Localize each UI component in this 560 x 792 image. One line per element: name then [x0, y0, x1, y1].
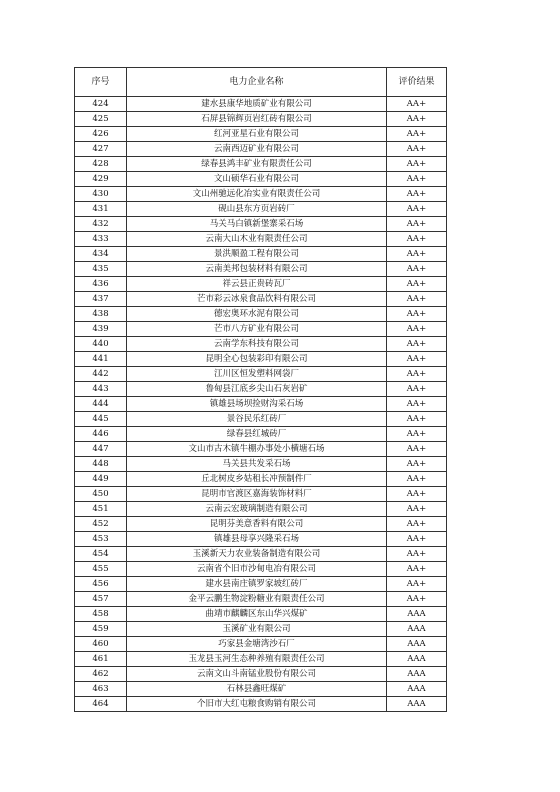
rating-cell: AA+ — [387, 142, 447, 157]
table-row — [75, 652, 447, 667]
rating-cell: AA+ — [387, 412, 447, 427]
rating-cell: AA+ — [387, 502, 447, 517]
company-name-cell: 金平云鹏生物淀粉糖业有限责任公司 — [127, 592, 387, 607]
serial-number-cell: 458 — [75, 607, 127, 622]
rating-cell: AA+ — [387, 97, 447, 112]
serial-number-cell: 462 — [75, 667, 127, 682]
rating-cell: AA+ — [387, 547, 447, 562]
serial-number-cell: 464 — [75, 697, 127, 712]
rating-cell: AA+ — [387, 127, 447, 142]
company-name-cell: 芒市八方矿业有限公司 — [127, 322, 387, 337]
serial-number-cell: 453 — [75, 532, 127, 547]
rating-cell: AA+ — [387, 367, 447, 382]
table-row — [75, 397, 447, 412]
serial-number-cell: 429 — [75, 172, 127, 187]
company-name-cell: 建水县南庄镇罗家坡红砖厂 — [127, 577, 387, 592]
table-row — [75, 667, 447, 682]
serial-number-cell: 450 — [75, 487, 127, 502]
table-row — [75, 562, 447, 577]
table-row — [75, 607, 447, 622]
table-row — [75, 322, 447, 337]
company-name-cell: 昆明市官渡区嘉海装饰材料厂 — [127, 487, 387, 502]
company-name-cell: 文山市古木镇牛棚办事处小横塘石场 — [127, 442, 387, 457]
company-name-cell: 马关县共发采石场 — [127, 457, 387, 472]
company-name-cell: 建水县康华地质矿业有限公司 — [127, 97, 387, 112]
serial-number-cell: 434 — [75, 247, 127, 262]
company-name-cell: 石林县鑫旺煤矿 — [127, 682, 387, 697]
company-name-cell: 镇雄县母享兴隆采石场 — [127, 532, 387, 547]
serial-number-cell: 443 — [75, 382, 127, 397]
rating-cell: AA+ — [387, 202, 447, 217]
rating-cell: AA+ — [387, 307, 447, 322]
header-rating-result: 评价结果 — [387, 68, 447, 97]
company-name-cell: 云南文山斗南锰业股份有限公司 — [127, 667, 387, 682]
rating-cell: AA+ — [387, 262, 447, 277]
company-name-cell: 玉龙县玉河生态种养殖有限责任公司 — [127, 652, 387, 667]
table-row — [75, 202, 447, 217]
table-row — [75, 97, 447, 112]
rating-cell: AA+ — [387, 577, 447, 592]
rating-cell: AA+ — [387, 427, 447, 442]
table-row — [75, 472, 447, 487]
rating-cell: AAA — [387, 667, 447, 682]
rating-cell: AA+ — [387, 277, 447, 292]
company-name-cell: 镇雄县场坝捡财沟采石场 — [127, 397, 387, 412]
serial-number-cell: 448 — [75, 457, 127, 472]
table-row — [75, 352, 447, 367]
table-row — [75, 517, 447, 532]
company-name-cell: 个旧市大红屯粮食购销有限公司 — [127, 697, 387, 712]
rating-cell: AAA — [387, 682, 447, 697]
serial-number-cell: 441 — [75, 352, 127, 367]
table-row — [75, 337, 447, 352]
rating-cell: AA+ — [387, 187, 447, 202]
company-name-cell: 云南省个旧市沙甸电冶有限公司 — [127, 562, 387, 577]
company-name-cell: 昆明全心包装彩印有限公司 — [127, 352, 387, 367]
company-name-cell: 江川区恒发塑料网袋厂 — [127, 367, 387, 382]
rating-cell: AA+ — [387, 337, 447, 352]
company-name-cell: 丘北树皮乡姑租长冲预制件厂 — [127, 472, 387, 487]
rating-cell: AA+ — [387, 232, 447, 247]
serial-number-cell: 428 — [75, 157, 127, 172]
rating-cell: AA+ — [387, 292, 447, 307]
rating-cell: AAA — [387, 697, 447, 712]
serial-number-cell: 437 — [75, 292, 127, 307]
company-name-cell: 昆明芬美意香料有限公司 — [127, 517, 387, 532]
serial-number-cell: 455 — [75, 562, 127, 577]
serial-number-cell: 424 — [75, 97, 127, 112]
rating-cell: AA+ — [387, 487, 447, 502]
rating-cell: AAA — [387, 607, 447, 622]
table-row — [75, 697, 447, 712]
rating-cell: AA+ — [387, 532, 447, 547]
rating-cell: AA+ — [387, 217, 447, 232]
company-name-cell: 石屏县锦辉页岩红砖有限公司 — [127, 112, 387, 127]
company-name-cell: 文山州驰远化冶实业有限责任公司 — [127, 187, 387, 202]
serial-number-cell: 430 — [75, 187, 127, 202]
table-row — [75, 232, 447, 247]
table-row — [75, 262, 447, 277]
rating-cell: AA+ — [387, 592, 447, 607]
company-name-cell: 红河亚星石业有限公司 — [127, 127, 387, 142]
header-serial-number: 序号 — [75, 68, 127, 97]
serial-number-cell: 446 — [75, 427, 127, 442]
table-row — [75, 292, 447, 307]
serial-number-cell: 440 — [75, 337, 127, 352]
table-row — [75, 172, 447, 187]
table-row — [75, 142, 447, 157]
table-row — [75, 277, 447, 292]
serial-number-cell: 449 — [75, 472, 127, 487]
serial-number-cell: 459 — [75, 622, 127, 637]
serial-number-cell: 463 — [75, 682, 127, 697]
rating-cell: AA+ — [387, 442, 447, 457]
table-row — [75, 247, 447, 262]
serial-number-cell: 456 — [75, 577, 127, 592]
company-name-cell: 云南学东科技有限公司 — [127, 337, 387, 352]
company-name-cell: 云南美邦包装材料有限公司 — [127, 262, 387, 277]
company-name-cell: 鲁甸县江底乡尖山石灰岩矿 — [127, 382, 387, 397]
table-row — [75, 682, 447, 697]
company-name-cell: 玉溪新天力农业装备制造有限公司 — [127, 547, 387, 562]
company-name-cell: 玉溪矿业有限公司 — [127, 622, 387, 637]
serial-number-cell: 438 — [75, 307, 127, 322]
serial-number-cell: 436 — [75, 277, 127, 292]
rating-cell: AA+ — [387, 112, 447, 127]
serial-number-cell: 460 — [75, 637, 127, 652]
table-row — [75, 112, 447, 127]
serial-number-cell: 445 — [75, 412, 127, 427]
serial-number-cell: 431 — [75, 202, 127, 217]
table-row — [75, 532, 447, 547]
rating-cell: AA+ — [387, 517, 447, 532]
company-name-cell: 祥云县正贵砖瓦厂 — [127, 277, 387, 292]
table-row — [75, 457, 447, 472]
table-row — [75, 427, 447, 442]
rating-cell: AA+ — [387, 382, 447, 397]
company-name-cell: 曲靖市麒麟区东山华兴煤矿 — [127, 607, 387, 622]
serial-number-cell: 432 — [75, 217, 127, 232]
company-name-cell: 绿春县鸿丰矿业有限责任公司 — [127, 157, 387, 172]
table-row — [75, 502, 447, 517]
company-name-cell: 马关马白镇新堡寨采石场 — [127, 217, 387, 232]
rating-cell: AA+ — [387, 322, 447, 337]
company-name-cell: 砚山县东方页岩砖厂 — [127, 202, 387, 217]
serial-number-cell: 454 — [75, 547, 127, 562]
table-row — [75, 382, 447, 397]
serial-number-cell: 457 — [75, 592, 127, 607]
header-company-name: 电力企业名称 — [127, 68, 387, 97]
table-row — [75, 622, 447, 637]
rating-cell: AA+ — [387, 172, 447, 187]
table-row — [75, 442, 447, 457]
table-row — [75, 307, 447, 322]
table-row — [75, 127, 447, 142]
company-name-cell: 景洪顺盈工程有限公司 — [127, 247, 387, 262]
serial-number-cell: 452 — [75, 517, 127, 532]
serial-number-cell: 461 — [75, 652, 127, 667]
serial-number-cell: 439 — [75, 322, 127, 337]
company-name-cell: 巧家县金塘湾沙石厂 — [127, 637, 387, 652]
rating-table — [74, 67, 447, 712]
serial-number-cell: 433 — [75, 232, 127, 247]
serial-number-cell: 425 — [75, 112, 127, 127]
rating-cell: AAA — [387, 652, 447, 667]
company-name-cell: 绿春县红城砖厂 — [127, 427, 387, 442]
rating-cell: AA+ — [387, 247, 447, 262]
serial-number-cell: 427 — [75, 142, 127, 157]
rating-cell: AAA — [387, 622, 447, 637]
company-name-cell: 云南西迈矿业有限公司 — [127, 142, 387, 157]
serial-number-cell: 447 — [75, 442, 127, 457]
serial-number-cell: 442 — [75, 367, 127, 382]
table-header-row — [75, 68, 447, 97]
rating-cell: AA+ — [387, 397, 447, 412]
table-row — [75, 487, 447, 502]
rating-cell: AA+ — [387, 157, 447, 172]
rating-cell: AA+ — [387, 457, 447, 472]
table-row — [75, 547, 447, 562]
company-name-cell: 德宏奥环水泥有限公司 — [127, 307, 387, 322]
table-body — [75, 97, 447, 712]
rating-cell: AAA — [387, 637, 447, 652]
table-row — [75, 187, 447, 202]
table-row — [75, 637, 447, 652]
company-name-cell: 文山硕华石业有限公司 — [127, 172, 387, 187]
rating-cell: AA+ — [387, 472, 447, 487]
serial-number-cell: 444 — [75, 397, 127, 412]
table-row — [75, 157, 447, 172]
serial-number-cell: 451 — [75, 502, 127, 517]
company-name-cell: 芒市彩云冰泉食品饮料有限公司 — [127, 292, 387, 307]
serial-number-cell: 426 — [75, 127, 127, 142]
table-row — [75, 367, 447, 382]
company-name-cell: 云南大山木业有限责任公司 — [127, 232, 387, 247]
table-row — [75, 592, 447, 607]
table-row — [75, 412, 447, 427]
rating-cell: AA+ — [387, 352, 447, 367]
table-row — [75, 217, 447, 232]
company-name-cell: 景谷民乐红砖厂 — [127, 412, 387, 427]
serial-number-cell: 435 — [75, 262, 127, 277]
table-row — [75, 577, 447, 592]
rating-cell: AA+ — [387, 562, 447, 577]
company-name-cell: 云南云宏玻璃制造有限公司 — [127, 502, 387, 517]
